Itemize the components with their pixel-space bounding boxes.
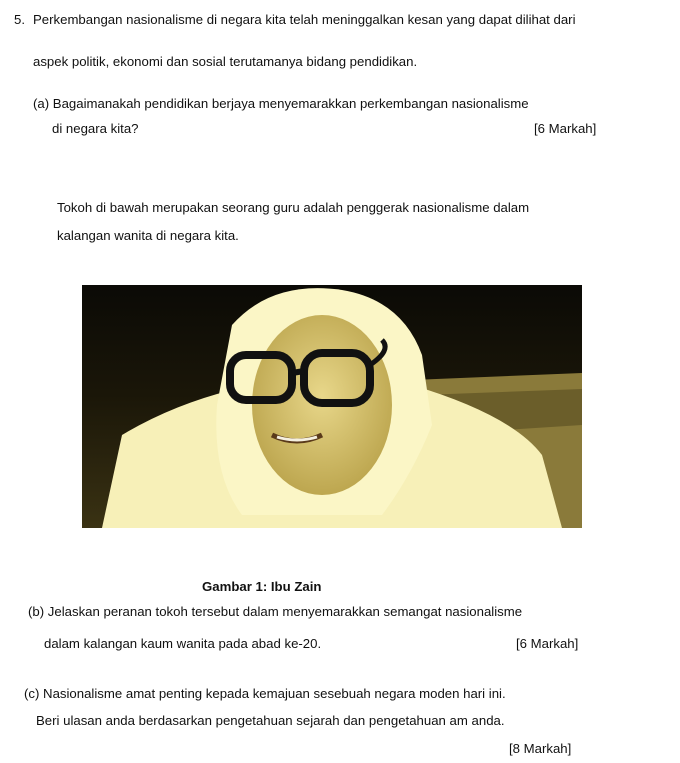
part-c-marks: [8 Markah] <box>509 741 572 756</box>
figure-intro-line-2: kalangan wanita di negara kita. <box>57 228 239 243</box>
part-c-line-2: Beri ulasan anda berdasarkan pengetahuan sejarah dan pengetahuan am anda. <box>36 713 505 728</box>
figure-caption: Gambar 1: Ibu Zain <box>202 579 322 594</box>
intro-line-2: aspek politik, ekonomi dan sosial terutamanya bidang pendidikan. <box>33 54 418 69</box>
part-c-line-1: (c) Nasionalisme amat penting kepada kemajuan sesebuah negara moden hari ini. <box>24 686 506 701</box>
part-b-line-1: (b) Jelaskan peranan tokoh tersebut dalam menyemarakkan semangat nasionalisme <box>28 604 523 619</box>
part-b-marks: [6 Markah] <box>516 636 579 651</box>
question-number: 5. <box>14 12 25 27</box>
part-a-line-2: di negara kita? <box>52 121 139 136</box>
part-a-marks: [6 Markah] <box>534 121 597 136</box>
portrait-photo <box>82 285 582 528</box>
figure-intro-line-1: Tokoh di bawah merupakan seorang guru adalah penggerak nasionalisme dalam <box>57 200 530 215</box>
part-a-line-1: (a) Bagaimanakah pendidikan berjaya menyemarakkan perkembangan nasionalisme <box>33 96 529 111</box>
intro-line-1: Perkembangan nasionalisme di negara kita telah meninggalkan kesan yang dapat dilihat dari <box>33 12 576 27</box>
part-b-line-2: dalam kalangan kaum wanita pada abad ke-20. <box>44 636 322 651</box>
